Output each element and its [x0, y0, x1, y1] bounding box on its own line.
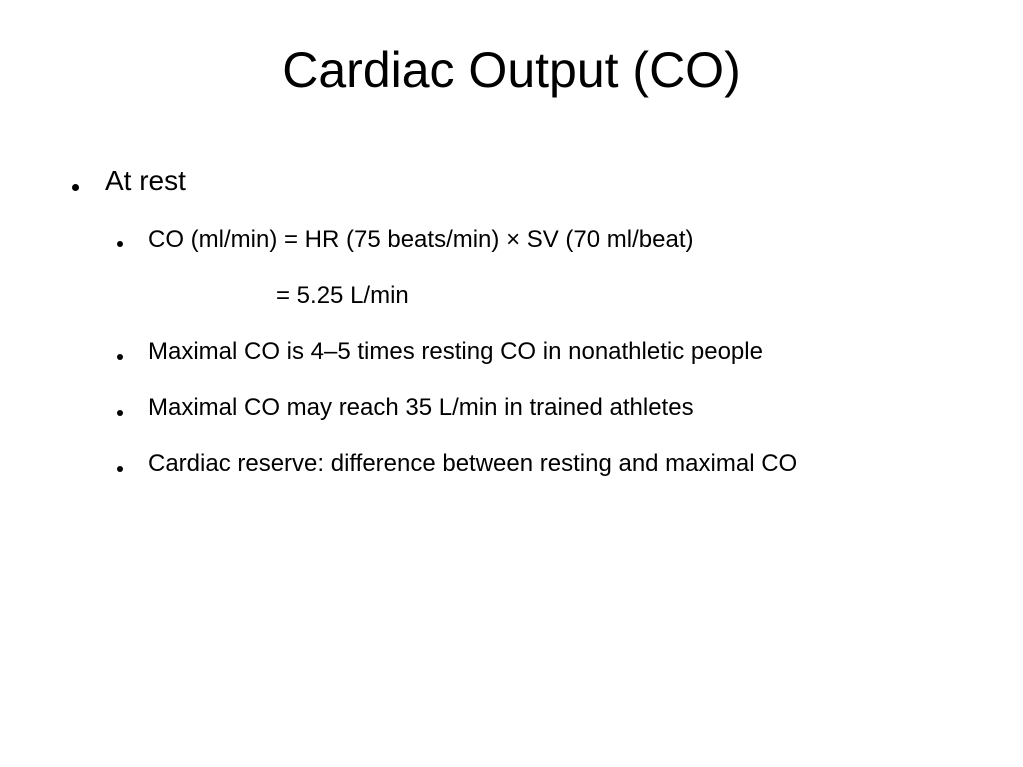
bullet-dot — [117, 241, 123, 247]
bullet-dot — [117, 466, 123, 472]
bullet-dot — [117, 410, 123, 416]
bullet-item-co-result: = 5.25 L/min — [276, 282, 409, 309]
slide-title: Cardiac Output (CO) — [282, 42, 741, 98]
bullet-item-maximal-co-nonathletic: Maximal CO is 4–5 times resting CO in nonathletic people — [148, 338, 763, 365]
bullet-item-at-rest: At rest — [105, 165, 186, 196]
bullet-item-cardiac-reserve: Cardiac reserve: difference between resting and maximal CO — [148, 450, 798, 477]
bullet-item-maximal-co-athletes: Maximal CO may reach 35 L/min in trained athletes — [148, 394, 694, 421]
bullet-item-co-formula: CO (ml/min) = HR (75 beats/min) × SV (70 ml/beat) — [148, 226, 694, 253]
bullet-dot — [72, 184, 79, 191]
bullet-dot — [117, 354, 123, 360]
